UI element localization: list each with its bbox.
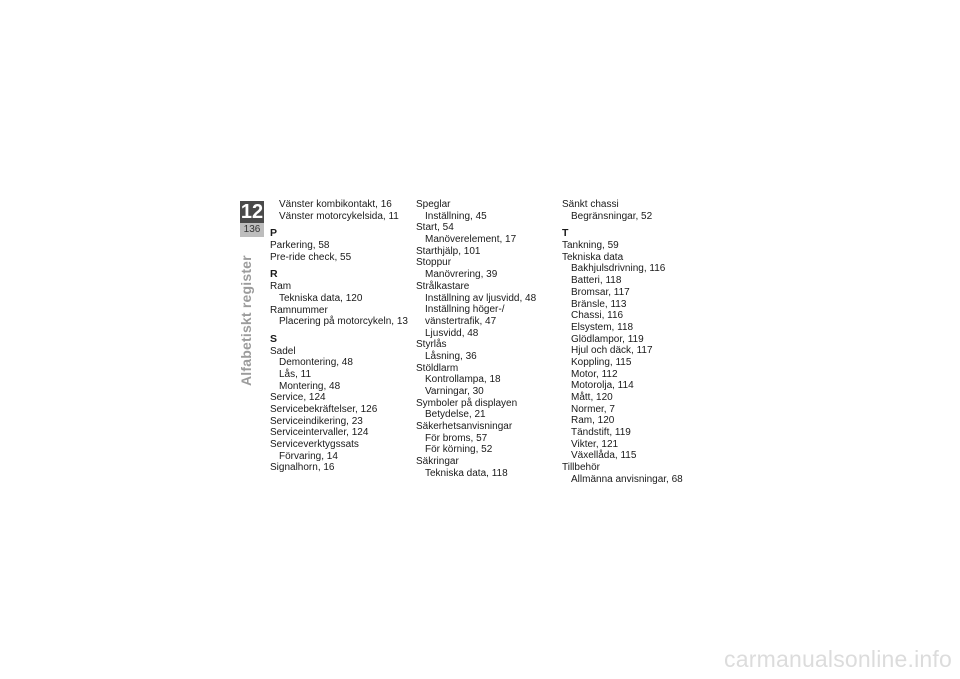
index-subentry: Kontrollampa, 18 — [425, 374, 501, 386]
index-entry: Signalhorn, 16 — [270, 462, 335, 474]
index-subentry: Tekniska data, 120 — [279, 292, 363, 304]
index-entry: Speglar — [416, 199, 451, 210]
index-column-2 — [416, 199, 536, 480]
chapter-title: Alfabetiskt register — [238, 255, 254, 386]
watermark: carmanualsonline.info — [724, 646, 952, 672]
index-letter-heading: T — [562, 227, 569, 240]
index-subentry: För broms, 57 — [425, 432, 488, 444]
index-subentry: Inställning av ljusvidd, 48 — [425, 292, 537, 304]
page-number: 136 — [240, 223, 264, 237]
index-subentry: Vikter, 121 — [571, 438, 619, 450]
index-subentry: Växellåda, 115 — [571, 450, 637, 462]
index-column-1 — [270, 199, 408, 474]
index-entry: Serviceverktygssats — [270, 439, 359, 451]
index-entry: Servicebekräftelser, 126 — [270, 404, 378, 415]
index-subentry: Demontering, 48 — [279, 357, 353, 369]
index-subentry: vänstertrafik, 47 — [425, 315, 497, 327]
index-subentry: Betydelse, 21 — [425, 409, 486, 421]
index-subentry: Tändstift, 119 — [571, 427, 631, 439]
index-entry: Säkerhetsanvisningar — [416, 421, 513, 433]
index-subentry: Motor, 112 — [571, 368, 618, 380]
index-subentry: Glödlampor, 119 — [571, 333, 644, 345]
index-subentry: Montering, 48 — [279, 380, 341, 392]
index-subentry: Elsystem, 118 — [571, 321, 634, 333]
index-letter-heading: S — [270, 332, 278, 345]
chapter-number: 12 — [240, 201, 264, 223]
index-entry: Serviceintervaller, 124 — [270, 427, 369, 439]
index-entry: Start, 54 — [416, 222, 454, 234]
index-subentry: Normer, 7 — [571, 403, 615, 415]
index-subentry: Lås, 11 — [279, 368, 312, 380]
index-column-3 — [562, 199, 683, 486]
index-subentry: Förvaring, 14 — [279, 450, 338, 462]
index-subentry: Manövrering, 39 — [425, 269, 498, 281]
index-entry: Tankning, 59 — [562, 240, 619, 252]
index-entry: Sänkt chassi — [562, 199, 619, 210]
index-entry: Service, 124 — [270, 392, 326, 404]
index-subentry: Bromsar, 117 — [571, 286, 630, 298]
index-entry: Tekniska data — [562, 251, 624, 263]
index-letter-heading: R — [270, 268, 278, 281]
index-entry: Tillbehör — [562, 462, 600, 474]
index-subentry: Inställning höger-/ — [425, 304, 505, 316]
index-letter-heading: P — [270, 227, 278, 240]
index-subentry: Vänster kombikontakt, 16 — [279, 199, 392, 210]
index-entry: Ramnummer — [270, 304, 328, 316]
index-entry: Sadel — [270, 345, 296, 357]
index-entry: Strålkastare — [416, 280, 470, 292]
index-entry: Stöldlarm — [416, 362, 459, 374]
index-subentry: För körning, 52 — [425, 444, 493, 456]
index-subentry: Placering på motorcykeln, 13 — [279, 316, 408, 328]
index-entry: Ram — [270, 281, 292, 293]
index-subentry: Motorolja, 114 — [571, 380, 634, 392]
index-subentry: Inställning, 45 — [425, 210, 487, 222]
chapter-tab — [240, 201, 264, 239]
index-entry: Pre-ride check, 55 — [270, 251, 352, 263]
index-subentry: Vänster motorcykelsida, 11 — [279, 210, 399, 222]
index-subentry: Koppling, 115 — [571, 356, 632, 368]
index-subentry: Låsning, 36 — [425, 350, 477, 362]
index-subentry: Manöverelement, 17 — [425, 234, 517, 246]
index-subentry: Mått, 120 — [571, 392, 613, 403]
index-subentry: Ljusvidd, 48 — [425, 327, 479, 339]
index-entry: Parkering, 58 — [270, 240, 330, 252]
index-entry: Stoppur — [416, 257, 452, 269]
index-entry: Starthjälp, 101 — [416, 245, 481, 257]
index-entry: Serviceindikering, 23 — [270, 415, 363, 427]
index-entry: Symboler på displayen — [416, 397, 518, 409]
index-subentry: Allmänna anvisningar, 68 — [571, 473, 683, 485]
index-entry: Säkringar — [416, 456, 459, 468]
index-subentry: Begränsningar, 52 — [571, 210, 653, 222]
index-subentry: Ram, 120 — [571, 415, 615, 427]
index-subentry: Chassi, 116 — [571, 310, 624, 322]
index-subentry: Tekniska data, 118 — [425, 467, 508, 479]
index-subentry: Bakhjulsdrivning, 116 — [571, 263, 666, 275]
index-subentry: Batteri, 118 — [571, 275, 622, 287]
index-subentry: Hjul och däck, 117 — [571, 345, 653, 357]
index-entry: Styrlås — [416, 339, 447, 351]
index-subentry: Bränsle, 113 — [571, 298, 627, 310]
index-subentry: Varningar, 30 — [425, 386, 484, 397]
